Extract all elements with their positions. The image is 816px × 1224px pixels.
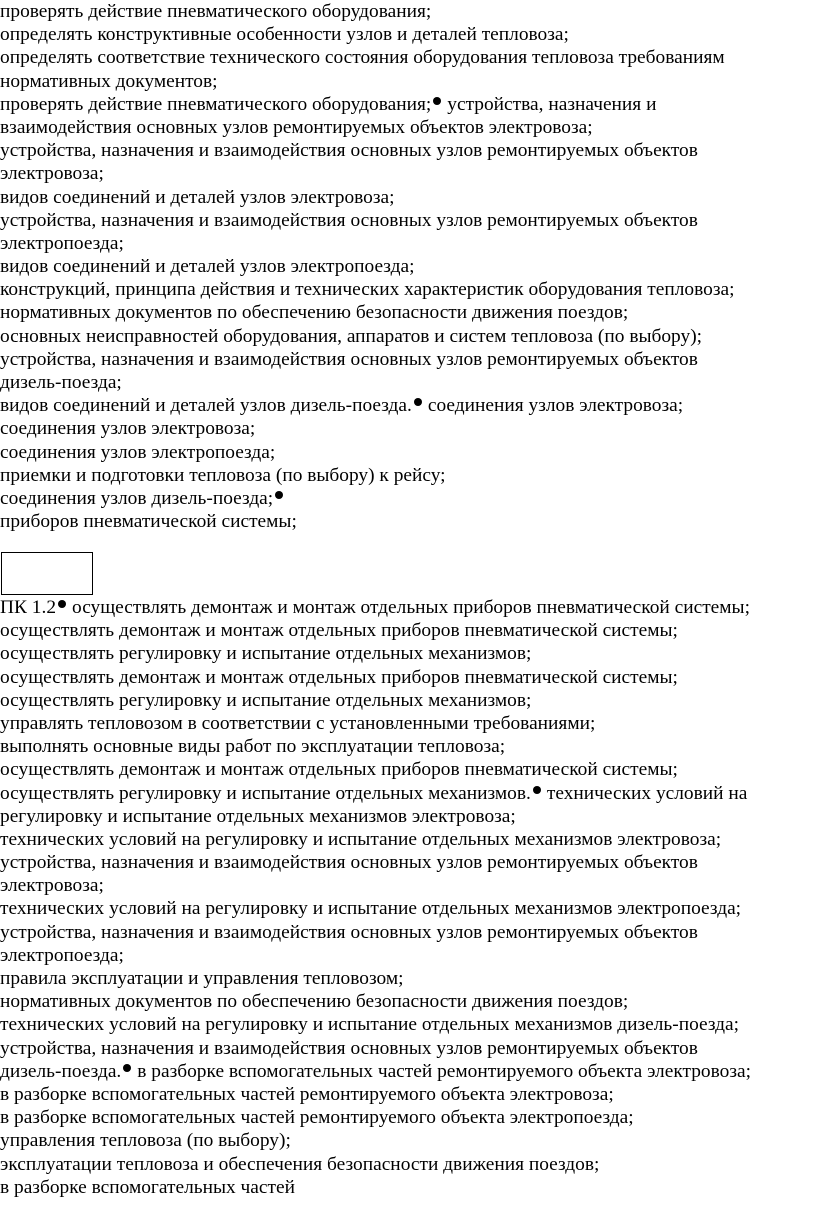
text-line bbox=[0, 944, 816, 967]
text-segment: определять конструктивные особенности узлов и деталей тепловоза; bbox=[0, 24, 569, 46]
text-line bbox=[0, 46, 816, 69]
text-segment: проверять действие пневматического оборудования; bbox=[0, 93, 432, 115]
text-segment: управлять тепловозом в соответствии с установленными требованиями; bbox=[0, 712, 596, 734]
text-segment: ПК 1.2 bbox=[0, 597, 57, 618]
text-segment: электровоза; bbox=[0, 875, 104, 897]
text-segment: устройства, назначения и взаимодействия основных узлов ремонтируемых объектов bbox=[0, 348, 698, 370]
text-segment: устройства, назначения и взаимодействия основных узлов ремонтируемых объектов bbox=[0, 209, 698, 231]
text-line bbox=[0, 712, 816, 735]
text-line bbox=[0, 325, 816, 348]
text-segment: осуществлять регулировку и испытание отдельных механизмов. bbox=[0, 782, 531, 804]
text-segment: дизель-поезда; bbox=[0, 372, 122, 393]
text-segment: в разборке вспомогательных частей bbox=[0, 1176, 295, 1198]
text-segment: осуществлять демонтаж и монтаж отдельных приборов пневматической системы; bbox=[0, 666, 678, 688]
text-segment: эксплуатации тепловоза и обеспечения безопасности движения поездов; bbox=[0, 1153, 600, 1175]
text-line bbox=[0, 209, 816, 232]
text-line bbox=[0, 1037, 816, 1060]
bullet-icon bbox=[414, 398, 422, 406]
text-segment: взаимодействия основных узлов ремонтируемых объектов электровоза; bbox=[0, 116, 593, 138]
text-segment: осуществлять регулировку и испытание отдельных механизмов; bbox=[0, 689, 532, 711]
text-line bbox=[0, 116, 816, 139]
text-segment: конструкций, принципа действия и технических характеристик оборудования тепловоза; bbox=[0, 279, 735, 301]
text-segment: выполнять основные виды работ по эксплуатации тепловоза; bbox=[0, 736, 506, 758]
text-line bbox=[0, 921, 816, 944]
text-segment: устройства, назначения и bbox=[447, 93, 657, 115]
text-line bbox=[0, 990, 816, 1013]
text-line bbox=[0, 758, 816, 781]
text-segment: дизель-поезда. bbox=[0, 1060, 122, 1082]
text-segment: управления тепловоза (по выбору); bbox=[0, 1130, 291, 1152]
text-segment: соединения узлов дизель-поезда; bbox=[0, 487, 274, 509]
text-line bbox=[0, 967, 816, 990]
text-line bbox=[0, 1060, 816, 1083]
text-segment: регулировку и испытание отдельных механизмов электровоза; bbox=[0, 805, 516, 827]
text-segment: видов соединений и деталей узлов дизель-поезда. bbox=[0, 395, 412, 417]
text-line bbox=[0, 642, 816, 665]
text-line bbox=[0, 162, 816, 185]
text-segment: в разборке вспомогательных частей ремонтируемого объекта электровоза; bbox=[137, 1060, 751, 1082]
text-line bbox=[0, 371, 816, 394]
text-segment: соединения узлов электровоза; bbox=[0, 418, 256, 440]
text-segment: электровоза; bbox=[0, 163, 104, 185]
text-line bbox=[0, 487, 816, 510]
text-segment: устройства, назначения и взаимодействия основных узлов ремонтируемых объектов bbox=[0, 921, 698, 943]
text-line bbox=[0, 232, 816, 255]
text-segment: нормативных документов; bbox=[0, 70, 218, 92]
text-segment: видов соединений и деталей узлов электровоза; bbox=[0, 186, 395, 208]
text-segment: осуществлять демонтаж и монтаж отдельных приборов пневматической системы; bbox=[0, 759, 678, 781]
text-line bbox=[0, 1129, 816, 1152]
text-segment: определять соответствие технического состояния оборудования тепловоза требованиям bbox=[0, 47, 725, 69]
text-line bbox=[0, 93, 816, 116]
document-text-block-1 bbox=[0, 0, 816, 533]
text-segment: нормативных документов по обеспечению безопасности движения поездов; bbox=[0, 302, 629, 324]
bullet-icon bbox=[433, 97, 441, 105]
text-line bbox=[0, 417, 816, 440]
text-line bbox=[0, 735, 816, 758]
text-line bbox=[0, 394, 816, 417]
text-line bbox=[0, 619, 816, 642]
text-segment: соединения узлов электровоза; bbox=[427, 395, 684, 417]
text-line bbox=[0, 689, 816, 712]
text-segment: устройства, назначения и взаимодействия основных узлов ремонтируемых объектов bbox=[0, 852, 698, 874]
text-line bbox=[0, 70, 816, 93]
bullet-icon bbox=[275, 491, 283, 499]
text-line bbox=[0, 510, 816, 533]
text-segment: правила эксплуатации и управления тепловозом; bbox=[0, 968, 404, 989]
text-segment: осуществлять демонтаж и монтаж отдельных приборов пневматической системы; bbox=[0, 620, 678, 642]
text-segment: приемки и подготовки тепловоза (по выбору) к рейсу; bbox=[0, 464, 446, 486]
text-line bbox=[0, 1083, 816, 1106]
text-segment: устройства, назначения и взаимодействия основных узлов ремонтируемых объектов bbox=[0, 140, 698, 162]
text-segment: устройства, назначения и взаимодействия основных узлов ремонтируемых объектов bbox=[0, 1037, 698, 1059]
text-line bbox=[0, 596, 816, 619]
text-line bbox=[0, 0, 816, 23]
document-text-block-2 bbox=[0, 596, 816, 1199]
text-segment: осуществлять регулировку и испытание отдельных механизмов; bbox=[0, 643, 532, 665]
text-segment: нормативных документов по обеспечению безопасности движения поездов; bbox=[0, 991, 629, 1013]
text-line bbox=[0, 1176, 816, 1199]
text-line bbox=[0, 1153, 816, 1176]
text-segment: электропоезда; bbox=[0, 944, 124, 966]
text-line bbox=[0, 1106, 816, 1129]
text-segment: электропоезда; bbox=[0, 232, 124, 254]
text-segment: технических условий на регулировку и испытание отдельных механизмов дизель-поезда; bbox=[0, 1014, 740, 1036]
text-line bbox=[0, 851, 816, 874]
bullet-icon bbox=[58, 600, 66, 608]
text-line bbox=[0, 464, 816, 487]
text-segment: приборов пневматической системы; bbox=[0, 511, 297, 533]
text-line bbox=[0, 441, 816, 464]
text-line bbox=[0, 1013, 816, 1036]
text-line bbox=[0, 874, 816, 897]
text-line bbox=[0, 348, 816, 371]
text-line bbox=[0, 301, 816, 324]
text-segment: в разборке вспомогательных частей ремонтируемого объекта электровоза; bbox=[0, 1083, 614, 1105]
text-line bbox=[0, 186, 816, 209]
text-segment: технических условий на bbox=[546, 782, 748, 804]
text-line bbox=[0, 278, 816, 301]
text-segment: технических условий на регулировку и испытание отдельных механизмов электровоза; bbox=[0, 828, 722, 850]
text-segment: видов соединений и деталей узлов электропоезда; bbox=[0, 256, 415, 278]
bullet-icon bbox=[123, 1064, 131, 1072]
text-line bbox=[0, 805, 816, 828]
text-line bbox=[0, 255, 816, 278]
text-segment: в разборке вспомогательных частей ремонтируемого объекта электропоезда; bbox=[0, 1107, 634, 1129]
empty-table-cell bbox=[1, 552, 93, 595]
text-line bbox=[0, 828, 816, 851]
bullet-icon bbox=[533, 786, 541, 794]
text-segment: технических условий на регулировку и испытание отдельных механизмов электропоезда; bbox=[0, 898, 742, 920]
text-segment: основных неисправностей оборудования, аппаратов и систем тепловоза (по выбору); bbox=[0, 325, 703, 347]
text-line bbox=[0, 897, 816, 920]
text-line bbox=[0, 782, 816, 805]
text-line bbox=[0, 23, 816, 46]
text-line bbox=[0, 666, 816, 689]
text-segment: проверять действие пневматического оборудования; bbox=[0, 1, 432, 22]
text-segment: осуществлять демонтаж и монтаж отдельных приборов пневматической системы; bbox=[72, 597, 750, 618]
text-segment: соединения узлов электропоезда; bbox=[0, 441, 276, 463]
text-line bbox=[0, 139, 816, 162]
